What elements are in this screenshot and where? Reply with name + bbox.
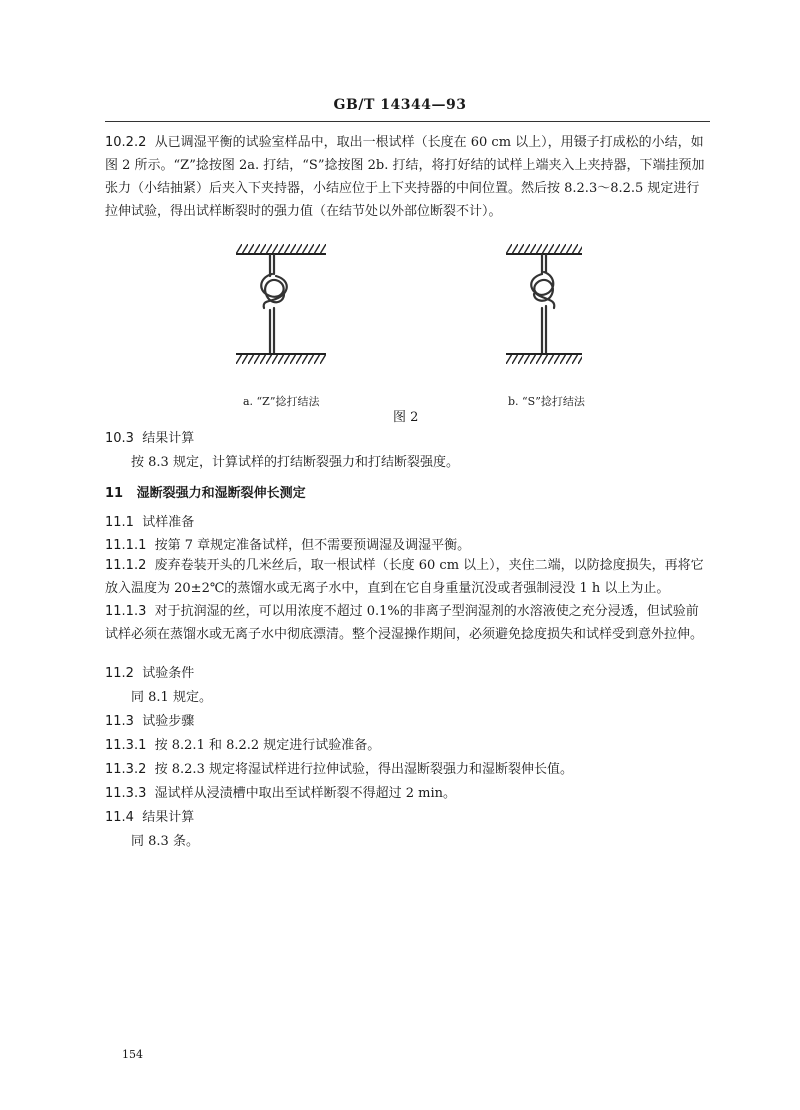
section-title: 试验条件 [142,666,195,681]
clause-text: 按 8.2.1 和 8.2.2 规定进行试验准备。 [154,738,381,753]
section-number: 11.1 [105,515,134,530]
section-10-3-text: 按 8.3 规定，计算试样的打结断裂强力和打结断裂强度。 [131,455,459,470]
header-rule [105,121,710,122]
paragraph-11-1-3 [105,600,710,646]
section-title: 试样准备 [142,515,195,530]
clause-number: 10.2.2 [105,135,147,150]
paragraph-11-3-2 [105,762,573,778]
section-11-2-heading [105,666,194,682]
chapter-title: 湿断裂强力和湿断裂伸长测定 [136,486,306,501]
section-11-3-heading [105,714,194,730]
section-10-3-heading [105,431,194,447]
clause-text: 湿试样从浸渍槽中取出至试样断裂不得超过 2 min。 [154,786,457,801]
paragraph-11-3-1 [105,738,380,754]
section-11-1-heading [105,515,194,531]
lower-clamp [506,354,582,364]
clause-number: 11.3.3 [105,786,147,801]
yarn-with-knot [531,255,554,354]
section-title: 试验步骤 [142,714,195,729]
section-number: 11.2 [105,666,134,681]
clause-text: 废弃卷装开头的几米丝后，取一根试样（长度 60 cm 以上），夹住二端，以防捻度损失，再将它放入温度为 20±2℃的蒸馏水或无离子水中，直到在它自身重量沉没或者强制浸没 1 h 以上为止。 [105,558,704,596]
figure-caption-a: a. “Z”捻打结法 [243,395,320,408]
section-title: 结果计算 [142,431,195,446]
figure-2a-z-knot [236,244,326,366]
section-11-4-heading [105,810,194,826]
paragraph-10-2-2 [105,131,710,223]
page-header: GB/T 14344—93 [333,97,467,113]
clause-number: 11.3.2 [105,762,147,777]
upper-clamp [236,244,326,254]
section-number: 11.3 [105,714,134,729]
chapter-11-heading [105,486,306,502]
clause-number: 11.1.3 [105,604,147,619]
paragraph-11-3-3 [105,786,456,802]
clause-number: 11.1.1 [105,538,147,553]
paragraph-11-1-2 [105,554,710,600]
figure-2b-s-knot [506,244,582,366]
section-number: 10.3 [105,431,134,446]
yarn-with-knot [261,255,287,354]
clause-number: 11.3.1 [105,738,147,753]
chapter-number: 11 [105,486,124,501]
clause-number: 11.1.2 [105,558,147,573]
lower-clamp [236,354,326,364]
section-11-4-text: 同 8.3 条。 [131,834,199,849]
section-11-2-text: 同 8.1 规定。 [131,690,212,705]
upper-clamp [506,244,582,254]
clause-text: 对于抗润湿的丝，可以用浓度不超过 0.1%的非离子型润湿剂的水溶液使之充分浸透，但试验前试样必须在蒸馏水或无离子水中彻底漂清。整个浸湿操作期间，必须避免捻度损失和试样受到意外拉伸。 [105,604,704,642]
figure-caption-b: b. “S”捻打结法 [508,395,585,408]
clause-text: 按 8.2.3 规定将湿试样进行拉伸试验，得出湿断裂强力和湿断裂伸长值。 [154,762,573,777]
figure-title: 图 2 [393,410,419,425]
page-number: 154 [122,1048,143,1061]
clause-text: 从已调湿平衡的试验室样品中，取出一根试样（长度在 60 cm 以上），用镊子打成松的小结，如图 2 所示。“Z”捻按图 2a. 打结，“S”捻按图 2b. 打结，将打好结的试样上端夹入上夹持器，下端挂预加张力（小结抽紧）后夹入下夹持器，小结应位于上下夹持器的中间位置。然后按 8.2.3～8.2.5 规定进行拉伸试验，得出试样断裂时的强力值（在结节处以外部位断裂不计）。 [105,135,705,219]
section-title: 结果计算 [142,810,195,825]
paragraph-11-1-1 [105,538,470,554]
section-number: 11.4 [105,810,134,825]
clause-text: 按第 7 章规定准备试样，但不需要预调湿及调湿平衡。 [154,538,471,553]
